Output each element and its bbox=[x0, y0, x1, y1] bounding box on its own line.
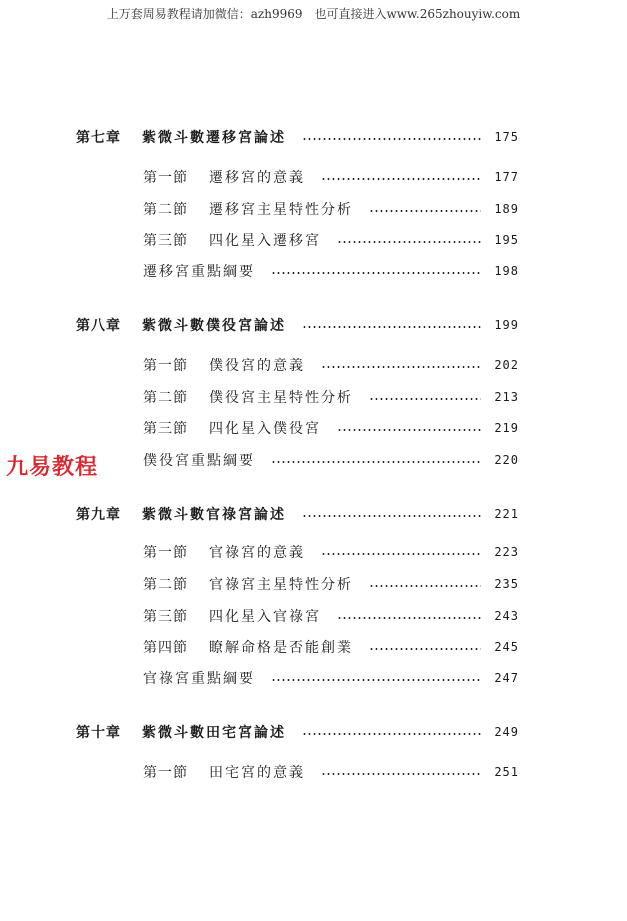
toc-entry-title: 僕役宮主星特性分析 bbox=[209, 390, 353, 406]
dot-leader bbox=[321, 773, 481, 775]
toc-page-number: 177 bbox=[494, 170, 519, 184]
toc-page-number: 220 bbox=[494, 453, 519, 467]
toc-page-number: 223 bbox=[494, 545, 519, 559]
dot-leader bbox=[302, 326, 481, 328]
toc-page-number: 202 bbox=[494, 358, 519, 372]
toc-section-row bbox=[143, 636, 519, 658]
dot-leader bbox=[369, 210, 481, 212]
dot-leader bbox=[369, 398, 481, 400]
toc-entry-number: 第一節 bbox=[143, 545, 188, 561]
toc-section-row bbox=[143, 354, 519, 376]
toc-section-row bbox=[143, 605, 519, 627]
dot-leader bbox=[337, 429, 481, 431]
toc-page-number: 249 bbox=[494, 725, 519, 739]
toc-entry-number: 第二節 bbox=[143, 577, 188, 593]
toc-page-number: 243 bbox=[494, 609, 519, 623]
toc-section-row bbox=[143, 166, 519, 188]
toc-entry-number: 第十章 bbox=[76, 725, 121, 741]
toc-section-row bbox=[143, 198, 519, 220]
dot-leader bbox=[302, 138, 481, 140]
toc-entry-number: 第八章 bbox=[76, 318, 121, 334]
dot-leader bbox=[369, 648, 481, 650]
toc-entry-title: 紫微斗數田宅宮論述 bbox=[142, 725, 286, 741]
toc-entry-number: 第四節 bbox=[143, 640, 188, 656]
toc-entry-title: 四化星入僕役宮 bbox=[209, 421, 321, 437]
toc-section-row bbox=[143, 449, 519, 471]
toc-chapter-row bbox=[76, 126, 519, 148]
toc-chapter-row bbox=[76, 721, 519, 743]
dot-leader bbox=[302, 515, 481, 517]
toc-entry-number: 第九章 bbox=[76, 507, 121, 523]
toc-entry-title: 紫微斗數僕役宮論述 bbox=[142, 318, 286, 334]
toc-section-row bbox=[143, 541, 519, 563]
toc-entry-title: 官祿宮主星特性分析 bbox=[209, 577, 353, 593]
page-header: 上万套周易教程请加微信：azh9969 也可直接进入www.265zhouyiw.com bbox=[106, 7, 521, 21]
toc-entry-title: 瞭解命格是否能創業 bbox=[209, 640, 353, 656]
toc-page-number: 219 bbox=[494, 421, 519, 435]
toc-page-number: 235 bbox=[494, 577, 519, 591]
toc-entry-title: 僕役宮的意義 bbox=[209, 358, 305, 374]
toc-entry-title: 官祿宮的意義 bbox=[209, 545, 305, 561]
dot-leader bbox=[337, 241, 481, 243]
toc-entry-number: 第三節 bbox=[143, 609, 188, 625]
toc-entry-title: 四化星入官祿宮 bbox=[209, 609, 321, 625]
dot-leader bbox=[271, 272, 481, 274]
toc-page-number: 199 bbox=[494, 318, 519, 332]
toc-page-number: 221 bbox=[494, 507, 519, 521]
toc-entry-title: 紫微斗數官祿宮論述 bbox=[142, 507, 286, 523]
toc-page-number: 245 bbox=[494, 640, 519, 654]
toc-page-number: 213 bbox=[494, 390, 519, 404]
toc-section-row bbox=[143, 417, 519, 439]
toc-section-row bbox=[143, 761, 519, 783]
toc-section-row bbox=[143, 667, 519, 689]
toc-page-number: 198 bbox=[494, 264, 519, 278]
toc-entry-title: 遷移宮重點綱要 bbox=[143, 264, 255, 280]
dot-leader bbox=[321, 178, 481, 180]
toc-page-number: 195 bbox=[494, 233, 519, 247]
toc-entry-title: 田宅宮的意義 bbox=[209, 765, 305, 781]
toc-entry-number: 第三節 bbox=[143, 421, 188, 437]
toc-page-number: 189 bbox=[494, 202, 519, 216]
toc-entry-title: 紫微斗數遷移宮論述 bbox=[142, 130, 286, 146]
dot-leader bbox=[271, 461, 481, 463]
toc-entry-title: 官祿宮重點綱要 bbox=[143, 671, 255, 687]
toc-chapter-row bbox=[76, 503, 519, 525]
toc-entry-number: 第三節 bbox=[143, 233, 188, 249]
dot-leader bbox=[369, 585, 481, 587]
toc-entry-title: 遷移宮的意義 bbox=[209, 170, 305, 186]
toc-entry-number: 第七章 bbox=[76, 130, 121, 146]
toc-page-number: 251 bbox=[494, 765, 519, 779]
dot-leader bbox=[302, 733, 481, 735]
dot-leader bbox=[321, 553, 481, 555]
toc-entry-number: 第一節 bbox=[143, 765, 188, 781]
toc-entry-number: 第二節 bbox=[143, 202, 188, 218]
dot-leader bbox=[321, 366, 481, 368]
toc-section-row bbox=[143, 386, 519, 408]
toc-section-row bbox=[143, 260, 519, 282]
toc-entry-number: 第一節 bbox=[143, 358, 188, 374]
toc-page-number: 247 bbox=[494, 671, 519, 685]
toc-section-row bbox=[143, 573, 519, 595]
toc-entry-title: 遷移宮主星特性分析 bbox=[209, 202, 353, 218]
toc-page-number: 175 bbox=[494, 130, 519, 144]
dot-leader bbox=[271, 679, 481, 681]
toc-entry-title: 四化星入遷移宮 bbox=[209, 233, 321, 249]
toc-chapter-row bbox=[76, 314, 519, 336]
toc-entry-title: 僕役宮重點綱要 bbox=[143, 453, 255, 469]
watermark-logo: 九易教程 bbox=[6, 455, 99, 480]
toc-entry-number: 第二節 bbox=[143, 390, 188, 406]
toc-entry-number: 第一節 bbox=[143, 170, 188, 186]
dot-leader bbox=[337, 617, 481, 619]
toc-section-row bbox=[143, 229, 519, 251]
